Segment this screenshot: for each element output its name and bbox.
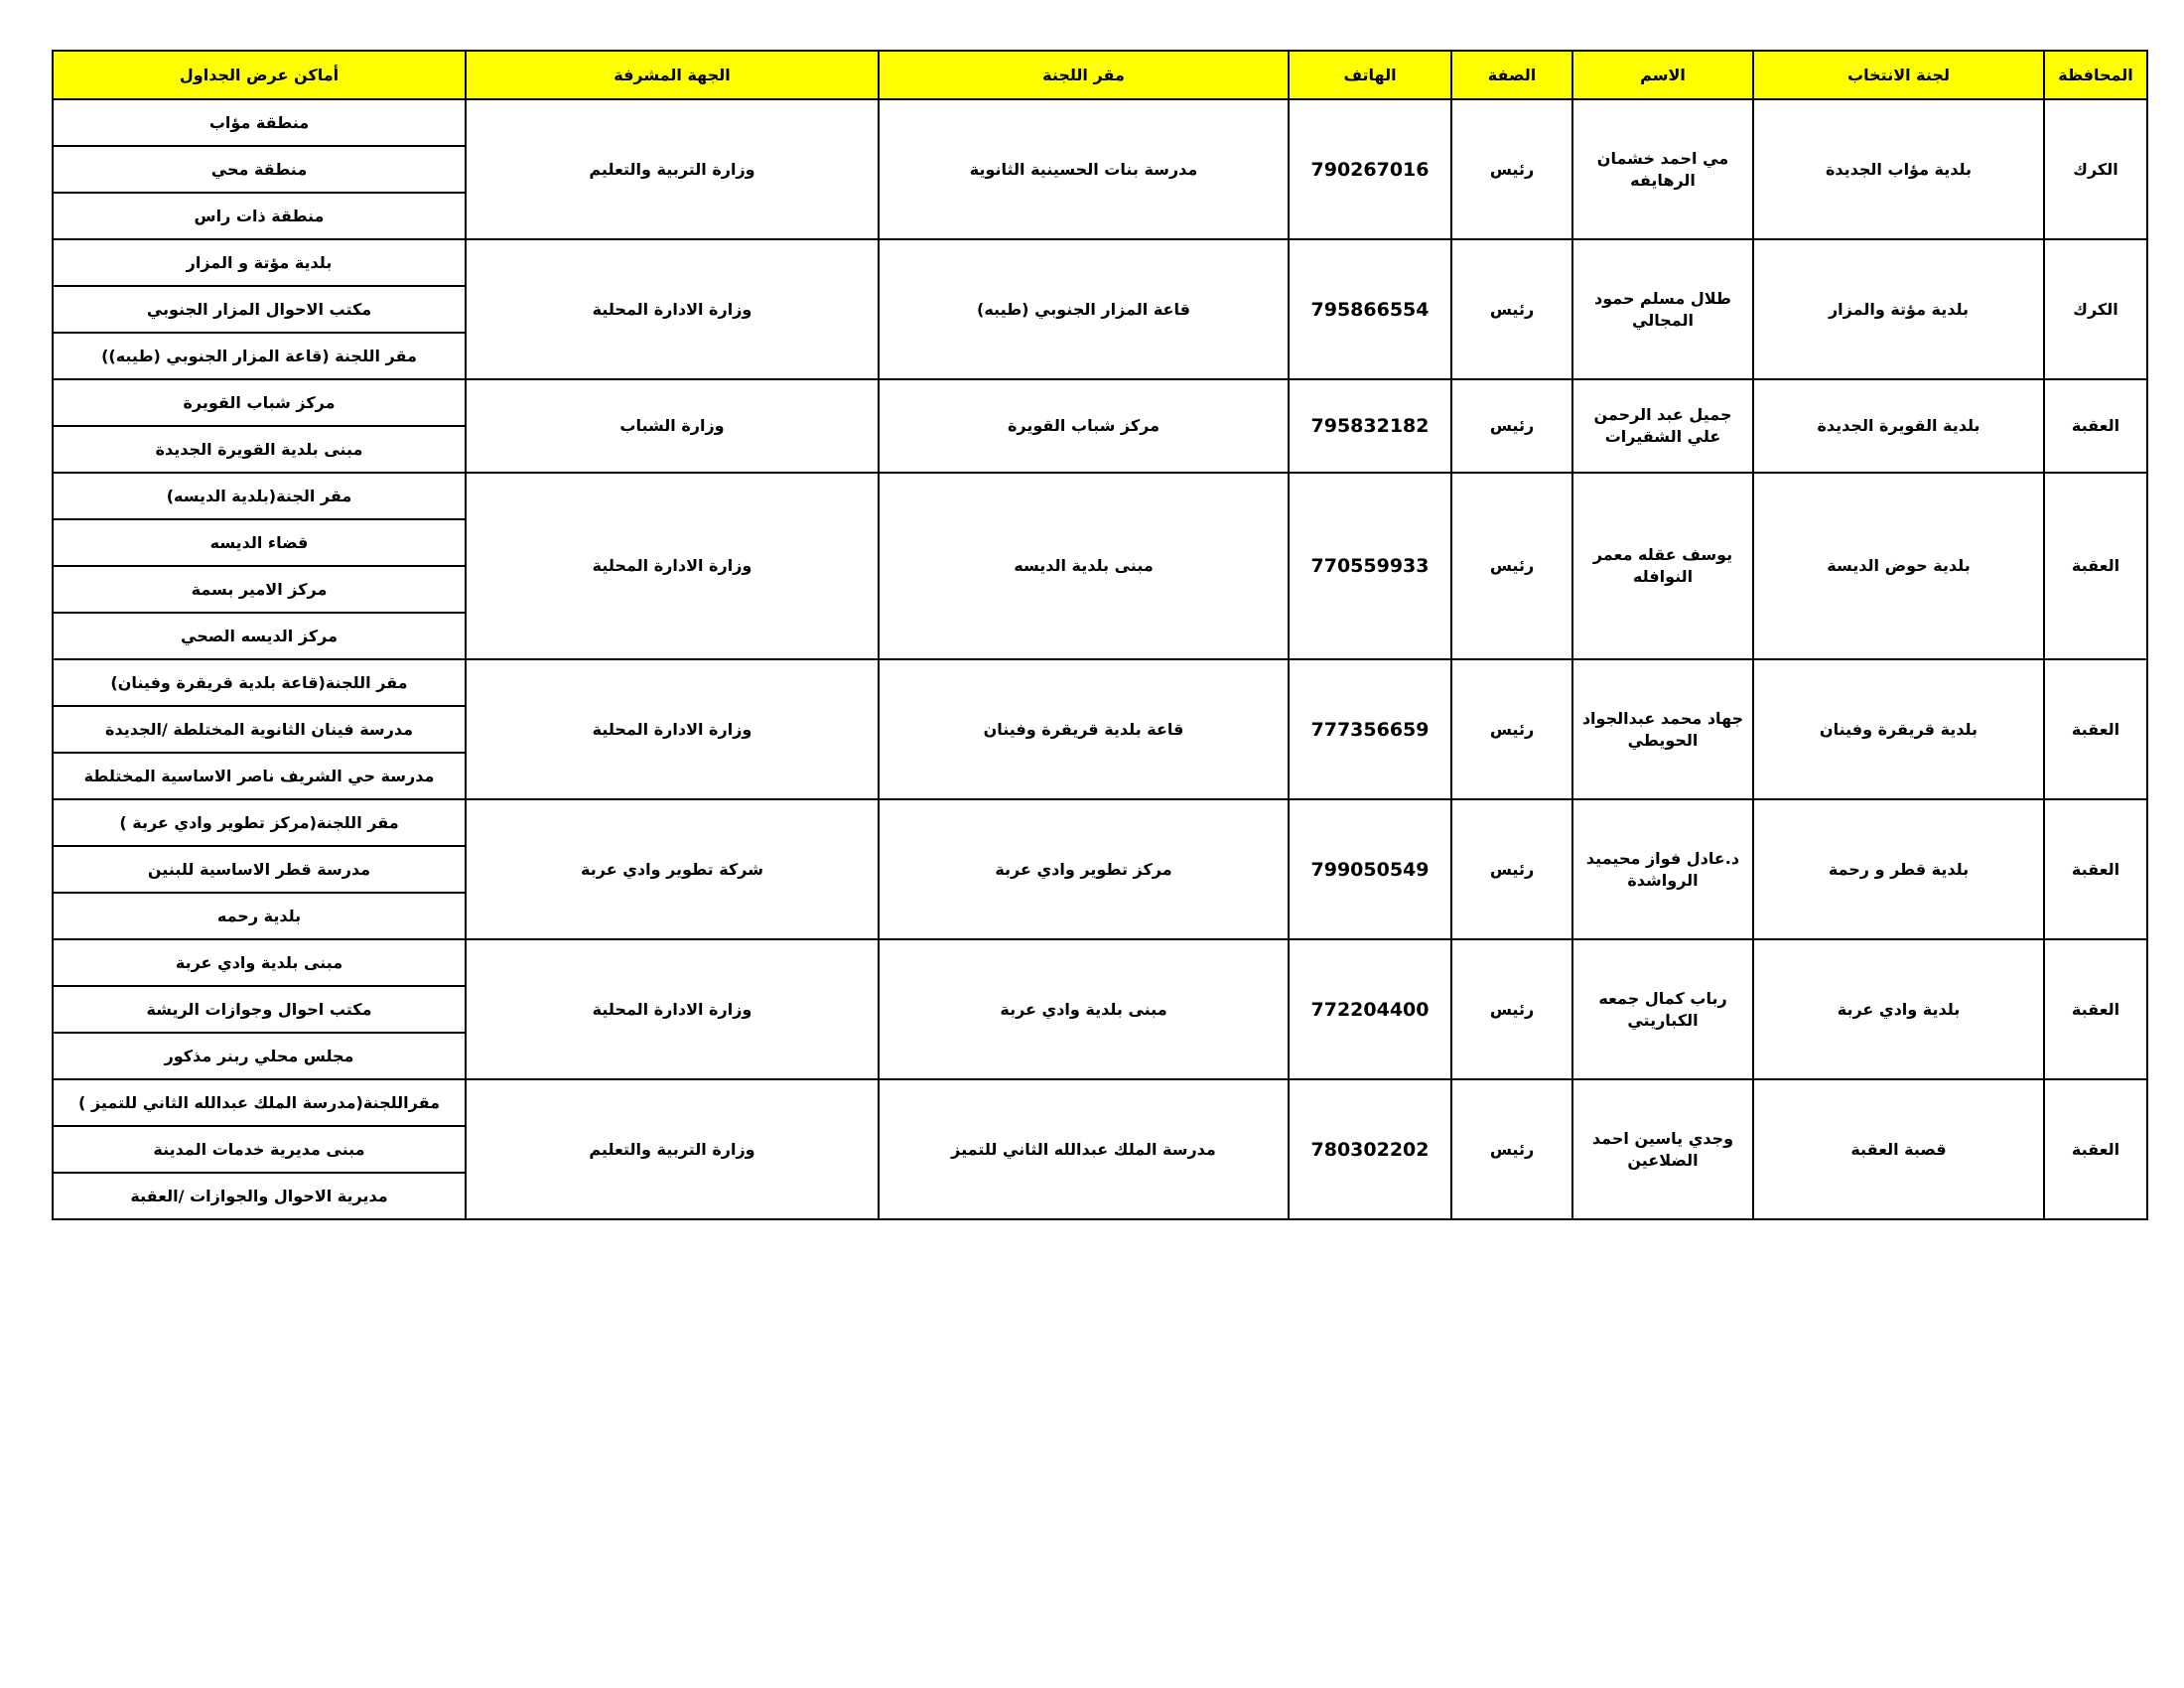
table-row (53, 1079, 2147, 1126)
governorate-cell: العقبة (2044, 939, 2147, 1079)
governorate-cell: العقبة (2044, 1079, 2147, 1219)
display-location-cell: منطقة مؤاب (53, 99, 466, 146)
committee-hq-cell: مبنى بلدية وادي عربة (879, 939, 1289, 1079)
committee-hq-cell: مركز شباب القويرة (879, 379, 1289, 473)
committee-hq-cell: قاعة بلدية قريقرة وفينان (879, 659, 1289, 799)
display-location-cell: مديرية الاحوال والجوازات /العقبة (53, 1173, 466, 1219)
display-location-cell: بلدية رحمه (53, 893, 466, 939)
header-election-committee: لجنة الانتخاب (1753, 51, 2044, 99)
governorate-cell: العقبة (2044, 379, 2147, 473)
display-location-cell: مدرسة قطر الاساسية للبنين (53, 846, 466, 893)
election-committee-cell: بلدية وادي عربة (1753, 939, 2044, 1079)
display-location-cell: مكتب احوال وجوازات الريشة (53, 986, 466, 1033)
display-location-cell: مركز الامير بسمة (53, 566, 466, 613)
election-committee-cell: قصبة العقبة (1753, 1079, 2044, 1219)
governorate-cell: الكرك (2044, 99, 2147, 239)
header-supervising-body: الجهة المشرفة (466, 51, 879, 99)
committee-hq-cell: مدرسة بنات الحسينية الثانوية (879, 99, 1289, 239)
table-row (53, 799, 2147, 846)
supervising-body-cell: شركة تطوير وادي عربة (466, 799, 879, 939)
supervising-body-cell: وزارة الشباب (466, 379, 879, 473)
name-cell: جميل عبد الرحمن علي الشقيرات (1572, 379, 1753, 473)
display-location-cell: مقراللجنة(مدرسة الملك عبدالله الثاني للتميز ) (53, 1079, 466, 1126)
supervising-body-cell: وزارة الادارة المحلية (466, 659, 879, 799)
display-location-cell: مدرسة حي الشريف ناصر الاساسية المختلطة (53, 753, 466, 799)
name-cell: د.عادل فواز محيميد الرواشدة (1572, 799, 1753, 939)
phone-cell: 772204400 (1289, 939, 1451, 1079)
governorate-cell: العقبة (2044, 799, 2147, 939)
table-row (53, 239, 2147, 286)
title-cell: رئيس (1451, 239, 1572, 379)
header-committee-hq: مقر اللجنة (879, 51, 1289, 99)
display-location-cell: مدرسة فينان الثانوية المختلطة /الجديدة (53, 706, 466, 753)
display-location-cell: قضاء الديسه (53, 519, 466, 566)
phone-cell: 795866554 (1289, 239, 1451, 379)
governorate-cell: العقبة (2044, 473, 2147, 659)
table-body (53, 99, 2147, 1219)
title-cell: رئيس (1451, 379, 1572, 473)
display-location-cell: مركز شباب القويرة (53, 379, 466, 426)
governorate-cell: العقبة (2044, 659, 2147, 799)
election-committee-cell: بلدية قريقرة وفينان (1753, 659, 2044, 799)
name-cell: مي احمد خشمان الرهايفه (1572, 99, 1753, 239)
phone-cell: 770559933 (1289, 473, 1451, 659)
display-location-cell: مكتب الاحوال المزار الجنوبي (53, 286, 466, 333)
display-location-cell: مقر الجنة(بلدية الديسه) (53, 473, 466, 519)
header-title: الصفة (1451, 51, 1572, 99)
name-cell: طلال مسلم حمود المجالي (1572, 239, 1753, 379)
committee-hq-cell: مبنى بلدية الديسه (879, 473, 1289, 659)
phone-cell: 780302202 (1289, 1079, 1451, 1219)
display-location-cell: مجلس محلي ربنر مذكور (53, 1033, 466, 1079)
supervising-body-cell: وزارة التربية والتعليم (466, 99, 879, 239)
header-display-locations: أماكن عرض الجداول (53, 51, 466, 99)
election-committee-cell: بلدية مؤاب الجديدة (1753, 99, 2044, 239)
title-cell: رئيس (1451, 799, 1572, 939)
display-location-cell: مقر اللجنة (قاعة المزار الجنوبي (طيبه)) (53, 333, 466, 379)
supervising-body-cell: وزارة الادارة المحلية (466, 939, 879, 1079)
table-row (53, 379, 2147, 426)
header-phone: الهاتف (1289, 51, 1451, 99)
display-location-cell: مركز الديسه الصحي (53, 613, 466, 659)
committee-hq-cell: مدرسة الملك عبدالله الثاني للتميز (879, 1079, 1289, 1219)
title-cell: رئيس (1451, 473, 1572, 659)
title-cell: رئيس (1451, 659, 1572, 799)
governorate-cell: الكرك (2044, 239, 2147, 379)
title-cell: رئيس (1451, 99, 1572, 239)
committee-hq-cell: مركز تطوير وادي عربة (879, 799, 1289, 939)
display-location-cell: منطقة محي (53, 146, 466, 193)
header-row (53, 51, 2147, 99)
display-location-cell: مبنى بلدية وادي عربة (53, 939, 466, 986)
display-location-cell: مقر اللجنة(قاعة بلدية قريقرة وفينان) (53, 659, 466, 706)
election-committee-cell: بلدية القويرة الجديدة (1753, 379, 2044, 473)
phone-cell: 777356659 (1289, 659, 1451, 799)
table-row (53, 473, 2147, 519)
table-row (53, 939, 2147, 986)
phone-cell: 790267016 (1289, 99, 1451, 239)
title-cell: رئيس (1451, 1079, 1572, 1219)
name-cell: وجدي ياسين احمد الضلاعين (1572, 1079, 1753, 1219)
display-location-cell: مقر اللجنة(مركز تطوير وادي عربة ) (53, 799, 466, 846)
name-cell: جهاد محمد عبدالجواد الحويطي (1572, 659, 1753, 799)
name-cell: يوسف عقله معمر النوافله (1572, 473, 1753, 659)
display-location-cell: مبنى بلدية القويرة الجديدة (53, 426, 466, 473)
election-committee-cell: بلدية مؤتة والمزار (1753, 239, 2044, 379)
committee-hq-cell: قاعة المزار الجنوبي (طيبه) (879, 239, 1289, 379)
election-committees-table (52, 50, 2148, 1220)
header-name: الاسم (1572, 51, 1753, 99)
name-cell: رباب كمال جمعه الكباريتي (1572, 939, 1753, 1079)
phone-cell: 799050549 (1289, 799, 1451, 939)
title-cell: رئيس (1451, 939, 1572, 1079)
supervising-body-cell: وزارة الادارة المحلية (466, 239, 879, 379)
supervising-body-cell: وزارة الادارة المحلية (466, 473, 879, 659)
display-location-cell: بلدية مؤتة و المزار (53, 239, 466, 286)
supervising-body-cell: وزارة التربية والتعليم (466, 1079, 879, 1219)
header-governorate: المحافظة (2044, 51, 2147, 99)
table-row (53, 99, 2147, 146)
table-row (53, 659, 2147, 706)
display-location-cell: منطقة ذات راس (53, 193, 466, 239)
election-committee-cell: بلدية حوض الديسة (1753, 473, 2044, 659)
phone-cell: 795832182 (1289, 379, 1451, 473)
election-committee-cell: بلدية قطر و رحمة (1753, 799, 2044, 939)
display-location-cell: مبنى مديرية خدمات المدينة (53, 1126, 466, 1173)
